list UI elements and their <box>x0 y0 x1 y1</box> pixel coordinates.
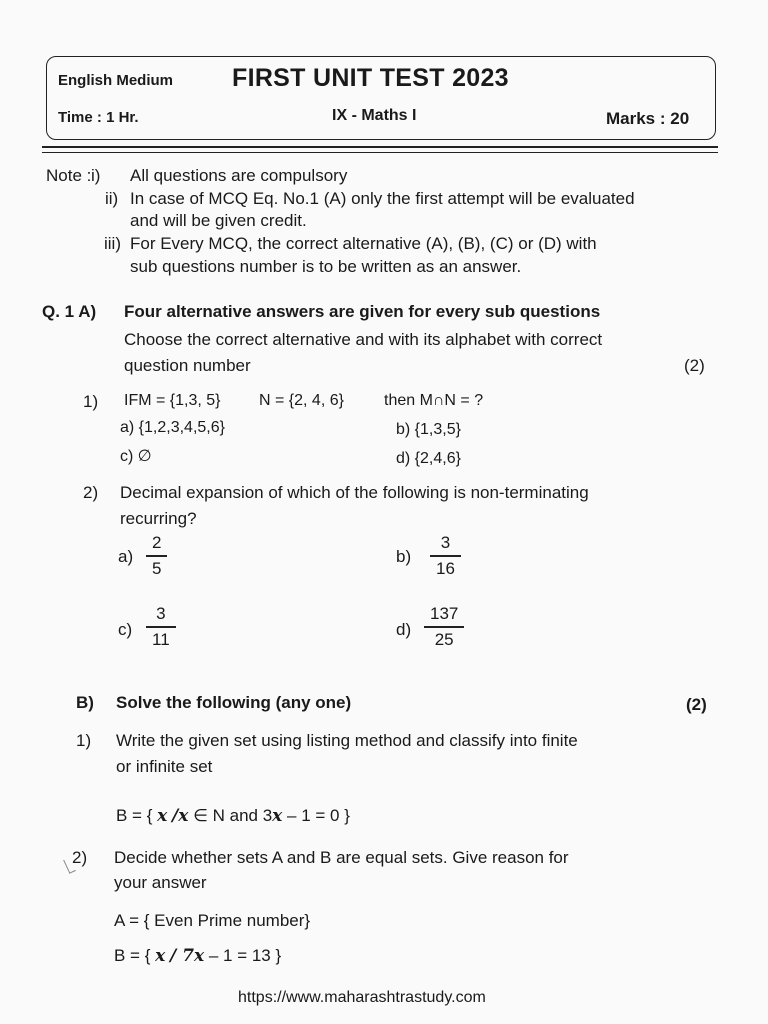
note-item-number: i) <box>91 166 101 185</box>
note-item-number: ii) <box>105 189 119 208</box>
time-label: Time : 1 Hr. <box>58 109 139 126</box>
option-label: d) <box>396 620 412 639</box>
set-slash: / <box>172 806 179 826</box>
fraction-denominator: 5 <box>152 558 162 578</box>
option-a: a) {1,2,3,4,5,6} <box>120 419 225 436</box>
set-text: – 1 = 0 } <box>287 806 350 825</box>
question-text: Decide whether sets A and B are equal sets. Give reason for <box>114 848 569 867</box>
note-item-text: and will be given credit. <box>130 211 307 230</box>
set-expression <box>116 806 350 826</box>
note-item-text: For Every MCQ, the correct alternative (A), (B), (C) or (D) with <box>130 234 597 253</box>
question-text: or infinite set <box>116 757 213 776</box>
fraction-bar <box>424 626 464 628</box>
option-d: d) {2,4,6} <box>396 450 461 467</box>
question-label: Q. 1 A) <box>42 302 97 321</box>
section-heading: Four alternative answers are given for every sub questions <box>124 302 601 321</box>
marks-label: Marks : 20 <box>606 109 690 128</box>
set-text: B = { <box>116 806 153 825</box>
set-b-expression <box>114 946 281 966</box>
question-number: 1) <box>76 731 92 750</box>
section-marks: (2) <box>684 356 705 375</box>
exam-title: FIRST UNIT TEST 2023 <box>232 64 509 92</box>
header-rule-thin <box>42 152 718 153</box>
fraction-option-b <box>430 533 461 579</box>
fraction-numerator: 2 <box>152 533 162 552</box>
variable-x: x <box>193 946 205 966</box>
fraction-numerator: 137 <box>430 604 459 623</box>
fraction-numerator: 3 <box>440 533 451 552</box>
question-stem: then M∩N = ? <box>384 392 484 409</box>
question-stem: Decimal expansion of which of the following is non-terminating <box>120 483 589 502</box>
fraction-denominator: 11 <box>152 629 170 649</box>
instruction-text: question number <box>124 356 251 375</box>
question-stem: IFM = {1,3, 5} <box>124 392 221 409</box>
fraction-option-c <box>146 604 176 650</box>
question-text: your answer <box>114 873 207 892</box>
set-text: / 7 <box>170 946 194 966</box>
option-b: b) {1,3,5} <box>396 421 461 438</box>
section-heading: Solve the following (any one) <box>116 693 352 712</box>
subject-label: IX - Maths I <box>332 107 417 124</box>
question-stem: recurring? <box>120 509 197 528</box>
variable-x: x <box>178 806 189 826</box>
set-text: – 1 = 13 } <box>208 946 282 965</box>
question-label: B) <box>76 693 94 712</box>
fraction-numerator: 3 <box>156 604 166 623</box>
question-stem: N = {2, 4, 6} <box>259 392 344 409</box>
footer-url: https://www.maharashtrastudy.com <box>238 989 486 1006</box>
medium-label: English Medium <box>58 72 174 89</box>
instruction-text: Choose the correct alternative and with its alphabet with correct <box>124 330 603 349</box>
fraction-denominator: 25 <box>434 629 454 649</box>
question-number: 2) <box>72 848 88 867</box>
note-item-number: iii) <box>104 234 121 253</box>
variable-x: x <box>157 806 168 826</box>
note-item-text: In case of MCQ Eq. No.1 (A) only the first attempt will be evaluated <box>130 189 635 208</box>
set-a-expression: A = { Even Prime number} <box>114 911 311 930</box>
fraction-bar <box>430 555 461 557</box>
option-label: b) <box>396 547 412 566</box>
option-c: c) ∅ <box>120 448 152 465</box>
note-item-text: sub questions number is to be written as an answer. <box>130 257 522 276</box>
note-label: Note : <box>46 166 92 185</box>
fraction-bar <box>146 626 176 628</box>
variable-x: x <box>272 806 283 826</box>
fraction-bar <box>146 555 167 557</box>
question-number: 2) <box>83 483 99 502</box>
fraction-denominator: 16 <box>436 558 455 578</box>
note-item-text: All questions are compulsory <box>130 166 348 185</box>
set-text: ∈ N and 3 <box>193 806 273 825</box>
header-rule <box>42 146 718 148</box>
fraction-option-d <box>424 604 464 650</box>
question-text: Write the given set using listing method and classify into finite <box>116 731 578 750</box>
question-number: 1) <box>83 392 99 411</box>
set-text: B = { <box>114 946 151 965</box>
option-label: c) <box>118 620 133 639</box>
option-label: a) <box>118 547 134 566</box>
section-marks: (2) <box>686 695 707 714</box>
fraction-option-a <box>146 533 167 579</box>
variable-x: x <box>155 946 166 966</box>
